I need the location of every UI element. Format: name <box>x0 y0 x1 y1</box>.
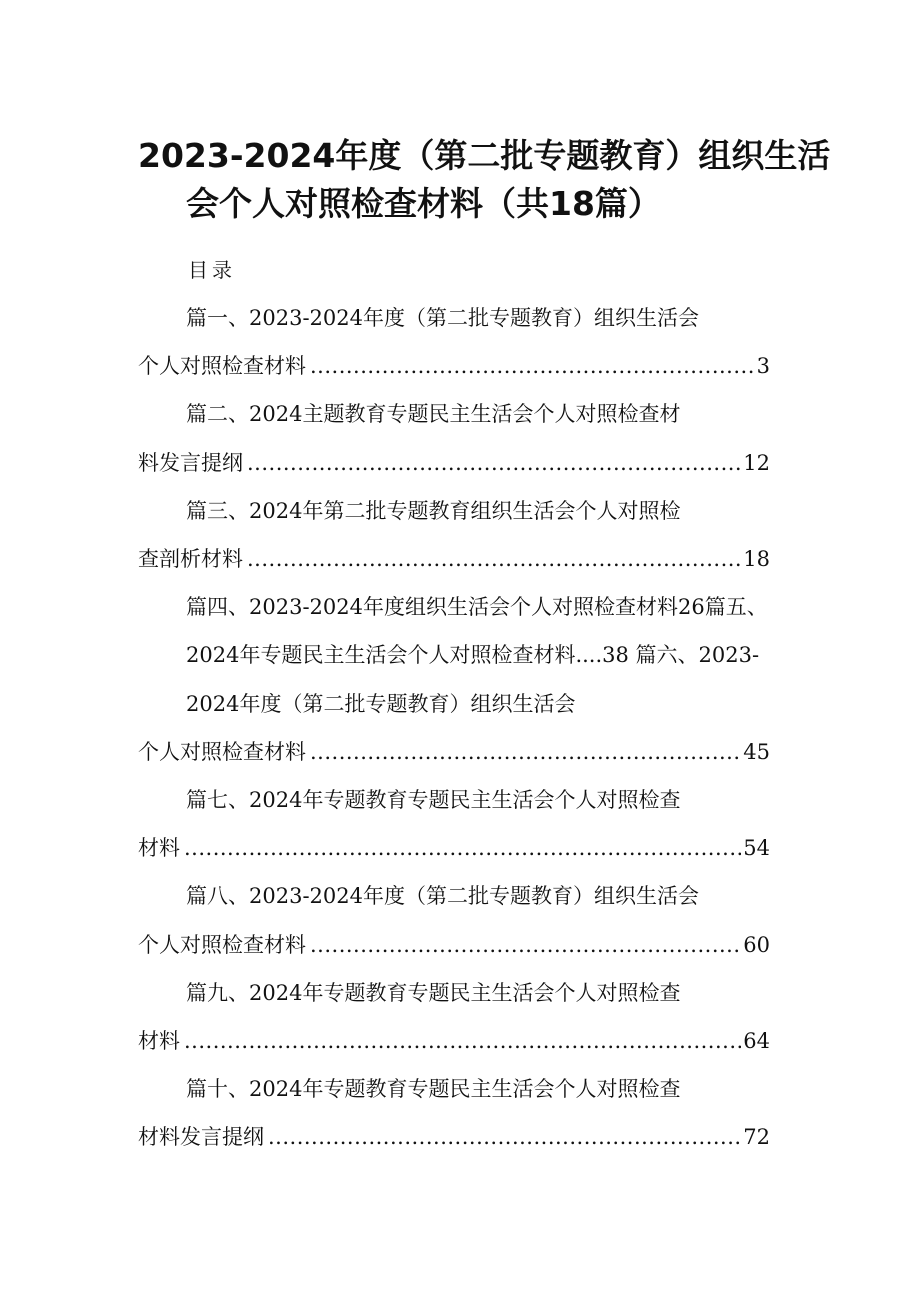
toc-dot-leader <box>247 543 741 575</box>
toc-entry-label: 个人对照检查材料 <box>138 354 306 378</box>
toc-entry-label: 材料发言提纲 <box>138 1125 264 1149</box>
toc-entry-tail <box>138 1025 770 1057</box>
toc-dot-leader <box>310 350 755 382</box>
toc-dot-leader <box>310 736 741 768</box>
toc-page-number: 45 <box>743 740 770 764</box>
toc-entry-label: 个人对照检查材料 <box>138 740 306 764</box>
toc-entry-head: 篇二、2024主题教育专题民主生活会个人对照检查材 <box>186 402 681 426</box>
toc-entry-tail <box>138 832 770 864</box>
toc-entry-label: 料发言提纲 <box>138 451 243 475</box>
toc-dot-leader <box>247 447 741 479</box>
toc-entry-label: 个人对照检查材料 <box>138 933 306 957</box>
toc-heading: 目录 <box>188 258 236 282</box>
toc-dot-leader <box>184 1025 741 1057</box>
toc-entry-head: 2024年度（第二批专题教育）组织生活会 <box>186 692 576 716</box>
toc-entry-head: 篇四、2023-2024年度组织生活会个人对照检查材料26篇五、 <box>186 595 768 619</box>
toc-entry-tail <box>138 447 770 479</box>
toc-entry-head: 篇八、2023-2024年度（第二批专题教育）组织生活会 <box>186 884 699 908</box>
toc-dot-leader <box>184 832 741 864</box>
document-title-line-2: 会个人对照检查材料（共18篇） <box>186 184 661 223</box>
toc-entry-tail <box>138 929 770 961</box>
toc-entry-head: 篇九、2024年专题教育专题民主生活会个人对照检查 <box>186 981 681 1005</box>
toc-entry-tail <box>138 543 770 575</box>
toc-entry-label: 材料 <box>138 1029 180 1053</box>
toc-page-number: 12 <box>743 451 770 475</box>
toc-entry-head: 篇三、2024年第二批专题教育组织生活会个人对照检 <box>186 499 681 523</box>
toc-entry-head: 篇七、2024年专题教育专题民主生活会个人对照检查 <box>186 788 681 812</box>
document-title-line-1: 2023-2024年度（第二批专题教育）组织生活 <box>138 136 831 175</box>
toc-entry-head: 篇十、2024年专题教育专题民主生活会个人对照检查 <box>186 1077 681 1101</box>
toc-page-number: 18 <box>743 547 770 571</box>
toc-page-number: 3 <box>756 354 770 378</box>
toc-entry-label: 材料 <box>138 836 180 860</box>
toc-dot-leader <box>268 1121 741 1153</box>
toc-page-number: 72 <box>743 1125 770 1149</box>
toc-dot-leader <box>310 929 741 961</box>
toc-page-number: 60 <box>743 933 770 957</box>
toc-page-number: 54 <box>743 836 770 860</box>
toc-entry-tail <box>138 350 770 382</box>
toc-entry-head: 篇一、2023-2024年度（第二批专题教育）组织生活会 <box>186 306 699 330</box>
toc-page-number: 64 <box>743 1029 770 1053</box>
toc-entry-tail <box>138 736 770 768</box>
toc-entry-tail <box>138 1121 770 1153</box>
toc-entry-label: 查剖析材料 <box>138 547 243 571</box>
toc-entry-head: 2024年专题民主生活会个人对照检查材料....38 篇六、2023- <box>186 643 760 667</box>
